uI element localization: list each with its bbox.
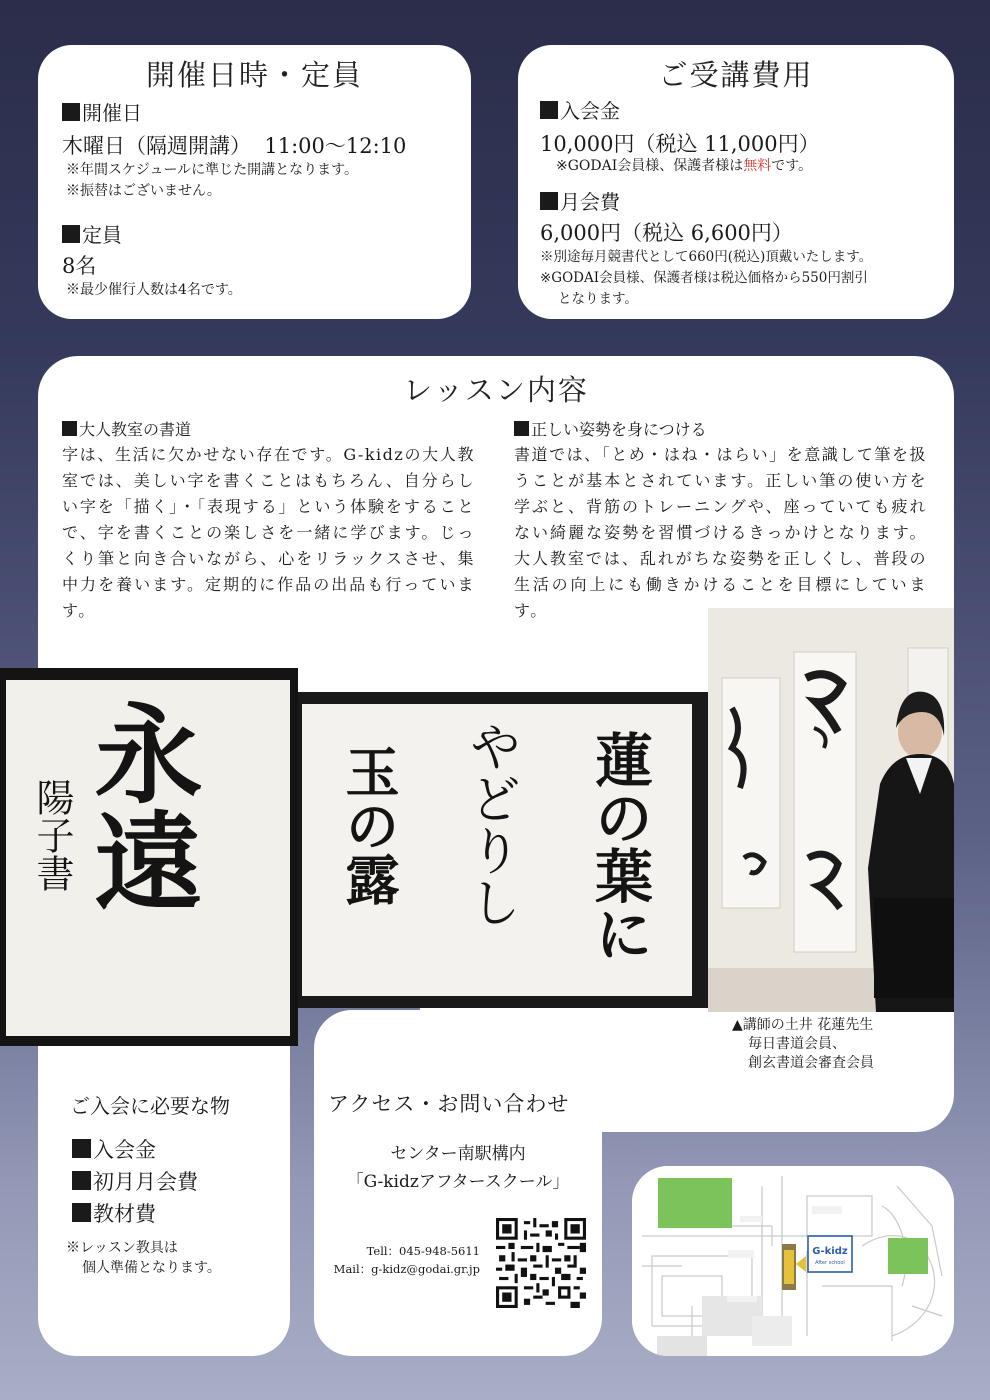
instructor-caption-1: ▲講師の土井 花蓮先生 xyxy=(732,1017,874,1033)
calligraphy-artwork-2 xyxy=(298,692,708,1008)
requirements-card xyxy=(38,1010,290,1356)
square-bullet-icon xyxy=(62,421,77,436)
access-tel[interactable]: Tell：045-948-5611 xyxy=(366,1244,480,1258)
instructor-caption-3: 創玄書道会審査会員 xyxy=(748,1055,874,1071)
fees-card xyxy=(518,45,954,319)
square-bullet-icon xyxy=(72,1171,91,1190)
square-bullet-icon xyxy=(62,225,80,243)
square-bullet-icon xyxy=(72,1139,91,1158)
requirements-note-2: 個人準備となります。 xyxy=(82,1260,221,1276)
square-bullet-icon xyxy=(514,421,529,436)
map-card xyxy=(632,1166,954,1356)
map-logo-main: G-kidz xyxy=(812,1246,848,1257)
monthly-fee-heading: 月会費 xyxy=(560,190,620,214)
free-label: 無料 xyxy=(743,158,772,174)
artwork1-signature: 陽子書 xyxy=(30,778,74,892)
artwork2-column-2: やどりし xyxy=(460,720,520,928)
requirement-item: 入会金 xyxy=(72,1134,198,1166)
instructor-caption-2: 毎日書道会員、 xyxy=(748,1036,846,1052)
map-logo-sub: After school xyxy=(815,1260,845,1266)
date-note-2: ※振替はございません。 xyxy=(66,183,221,199)
artwork2-column-3: 玉の露 xyxy=(337,744,401,906)
artwork1-main-text: 永遠 xyxy=(76,698,202,914)
capacity-heading: 定員 xyxy=(82,223,122,247)
square-bullet-icon xyxy=(62,103,80,121)
date-note-1: ※年間スケジュールに準じた開講となります。 xyxy=(66,162,359,178)
monthly-fee-value: 6,000円（税込 6,600円） xyxy=(540,221,793,245)
entry-fee-value: 10,000円（税込 11,000円） xyxy=(540,132,820,156)
schedule-title: 開催日時・定員 xyxy=(145,58,363,92)
requirement-item: 初月月会費 xyxy=(72,1166,198,1198)
lesson-title: レッスン内容 xyxy=(403,373,589,407)
qr-code-icon[interactable] xyxy=(496,1218,586,1308)
square-bullet-icon xyxy=(540,101,558,119)
date-heading: 開催日 xyxy=(82,101,142,125)
access-mail[interactable]: Mail：g-kidz@godai.gr.jp xyxy=(333,1262,480,1276)
access-place-1: センター南駅構内 xyxy=(390,1144,526,1164)
monthly-fee-note-2: ※GODAI会員様、保護者様は税込価格から550円割引 xyxy=(540,270,868,286)
calligraphy-artwork-1 xyxy=(0,668,298,1046)
capacity-note: ※最少催行人数は4名です。 xyxy=(66,282,242,298)
requirements-title: ご入会に必要な物 xyxy=(70,1094,230,1118)
lesson-right-body: 書道では、「とめ・はね・はらい」を意識して筆を扱うことが基本とされています。正しい筆の使い方を学ぶと、背筋のトレーニングや、座っていても疲れない綺麗な姿勢を習慣づけるきっかけとなります。大人教室では、乱れがちな姿勢を正しくし、普段の生活の向上にも働きかけることを目標にしています。 xyxy=(514,445,927,620)
fees-title: ご受講費用 xyxy=(658,58,814,92)
entry-fee-note: ※GODAI会員様、保護者様は無料です。 xyxy=(556,158,813,174)
access-title: アクセス・お問い合わせ xyxy=(328,1092,570,1116)
square-bullet-icon xyxy=(540,192,558,210)
entry-fee-heading: 入会金 xyxy=(560,99,620,123)
requirements-note-1: ※レッスン教具は xyxy=(66,1240,178,1256)
lesson-right-heading: 正しい姿勢を身につける xyxy=(531,420,707,439)
artwork2-column-1: 蓮の葉に xyxy=(585,730,653,962)
capacity-value: 8名 xyxy=(62,254,97,278)
lesson-left-heading: 大人教室の書道 xyxy=(79,420,192,439)
access-card xyxy=(314,1010,602,1356)
requirement-item: 教材費 xyxy=(72,1198,198,1230)
lesson-left-body: 字は、生活に欠かせない存在です。G-kidzの大人教室では、美しい字を書くことはもちろん、自分らしい字を「描く」・「表現する」という体験をすることで、字を書くことの楽しさを一緒に学びます。じっくり筆と向き合いながら、心をリラックスさせ、集中力を養います。定期的に作品の出品も行っています。 xyxy=(62,445,475,620)
access-place-2: 「G-kidzアフタースクール」 xyxy=(346,1172,570,1192)
schedule-card xyxy=(38,45,471,319)
access-map[interactable] xyxy=(632,1166,954,1356)
instructor-photo xyxy=(708,608,954,1012)
monthly-fee-note-3: となります。 xyxy=(558,291,638,307)
date-value: 木曜日（隔週開講） 11:00〜12:10 xyxy=(62,134,407,158)
square-bullet-icon xyxy=(72,1203,91,1222)
monthly-fee-note-1: ※別途毎月競書代として660円(税込)頂戴いたします。 xyxy=(540,249,873,265)
